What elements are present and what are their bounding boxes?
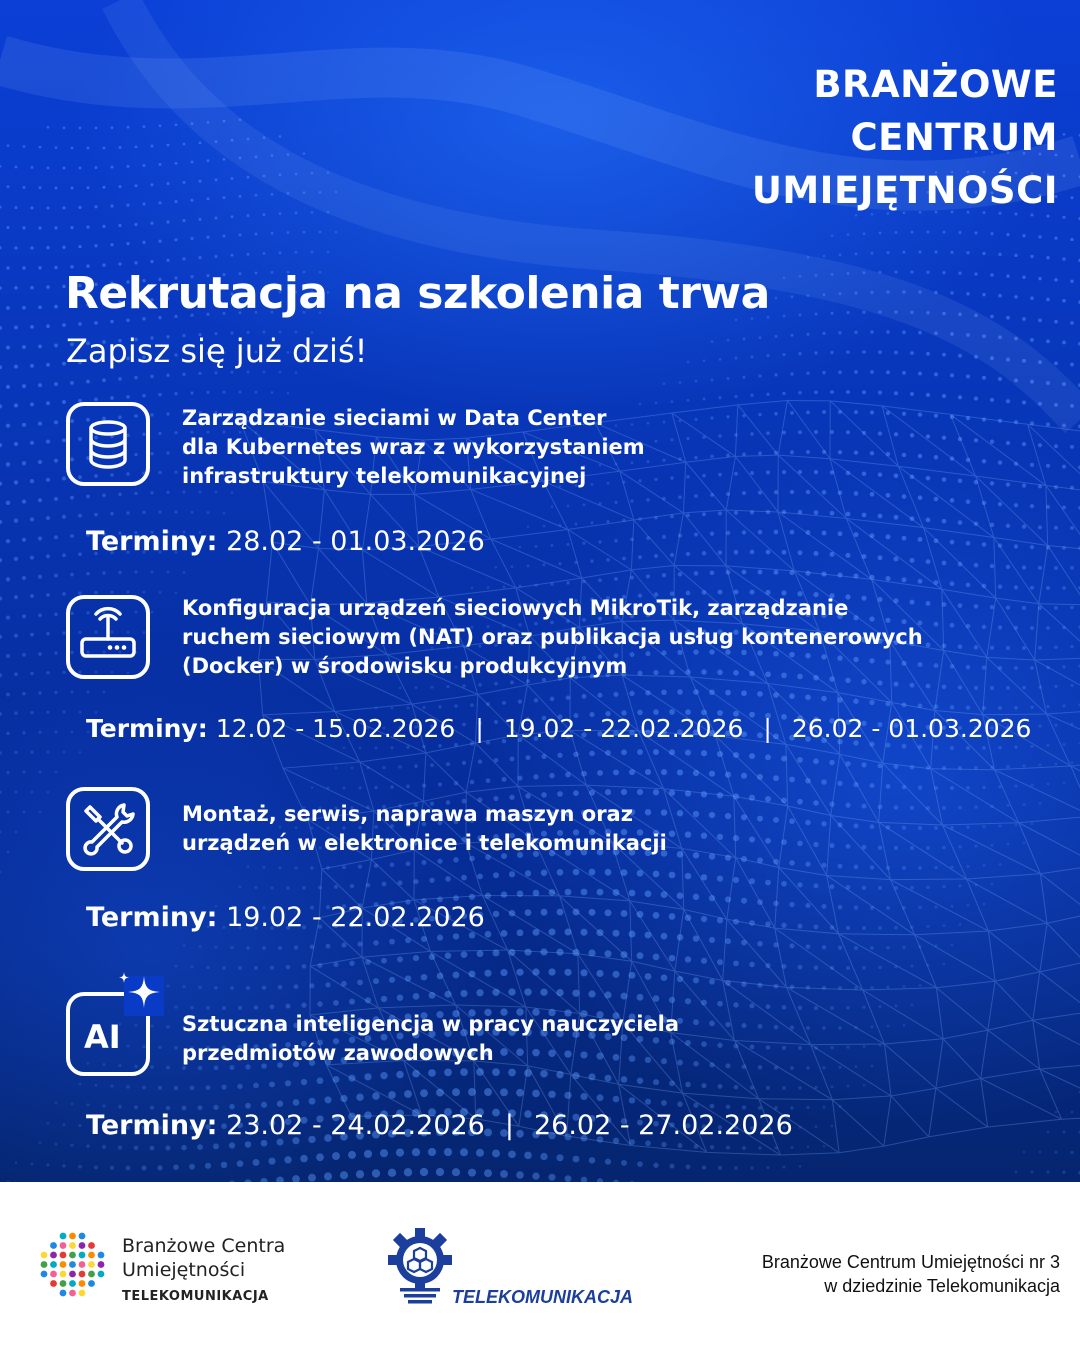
sparkle-icon bbox=[110, 968, 170, 1028]
course-3-terms bbox=[86, 902, 485, 933]
footer-center-name bbox=[762, 1250, 1060, 1298]
terms-label: Terminy: bbox=[86, 1110, 218, 1141]
subheadline: Zapisz się już dziś! bbox=[66, 332, 368, 370]
bcu-logo-line-2: Umiejętności bbox=[122, 1259, 246, 1281]
router-icon bbox=[66, 595, 150, 679]
course-2-title bbox=[182, 594, 923, 681]
ai-icon-label: AI bbox=[84, 1018, 121, 1056]
brand-line-2: CENTRUM bbox=[850, 116, 1058, 159]
course-1-line-3: infrastruktury telekomunikacyjnej bbox=[182, 464, 587, 488]
course-2-terms bbox=[86, 714, 1031, 743]
course-3-line-2: urządzeń w elektronice i telekomunikacji bbox=[182, 831, 667, 855]
brand-line-1: BRANŻOWE bbox=[813, 63, 1058, 106]
telekomunikacja-gear-logo-icon bbox=[384, 1224, 456, 1306]
date-separator: | bbox=[504, 1110, 514, 1141]
bcu-dots-logo-icon bbox=[34, 1228, 110, 1300]
term-date: 26.02 - 01.03.2026 bbox=[791, 714, 1032, 743]
term-date: 28.02 - 01.03.2026 bbox=[226, 526, 485, 557]
course-3-line-1: Montaż, serwis, naprawa maszyn oraz bbox=[182, 802, 633, 826]
course-4-terms bbox=[86, 1110, 793, 1141]
course-4-line-2: przedmiotów zawodowych bbox=[182, 1041, 494, 1065]
bcu-logo-line-3: TELEKOMUNIKACJA bbox=[122, 1289, 269, 1304]
course-1-line-2: dla Kubernetes wraz z wykorzystaniem bbox=[182, 435, 645, 459]
brand-line-3: UMIEJĘTNOŚCI bbox=[751, 169, 1058, 212]
course-1-title bbox=[182, 404, 645, 491]
telekomunikacja-logo-text: TELEKOMUNIKACJA bbox=[452, 1287, 634, 1307]
term-date: 19.02 - 22.02.2026 bbox=[226, 902, 485, 933]
terms-label: Terminy: bbox=[86, 526, 218, 557]
course-2-line-2: ruchem sieciowym (NAT) oraz publikacja usług kontenerowych bbox=[182, 625, 923, 649]
course-4-line-1: Sztuczna inteligencja w pracy nauczyciela bbox=[182, 1012, 680, 1036]
term-date: 23.02 - 24.02.2026 bbox=[226, 1110, 485, 1141]
course-4-title bbox=[182, 1010, 679, 1068]
term-date: 19.02 - 22.02.2026 bbox=[503, 714, 744, 743]
date-separator: | bbox=[763, 714, 772, 743]
terms-label: Terminy: bbox=[86, 902, 218, 933]
term-date: 12.02 - 15.02.2026 bbox=[215, 714, 456, 743]
footer-right-line-2: w dziedzinie Telekomunikacja bbox=[824, 1276, 1060, 1296]
course-2-line-1: Konfiguracja urządzeń sieciowych MikroTik, zarządzanie bbox=[182, 596, 849, 620]
bcu-logo-line-1: Branżowe Centra bbox=[122, 1235, 286, 1257]
bcu-logo-text bbox=[122, 1234, 285, 1309]
headline: Rekrutacja na szkolenia trwa bbox=[65, 268, 770, 319]
database-icon bbox=[66, 402, 150, 486]
date-separator: | bbox=[475, 714, 484, 743]
course-1-terms bbox=[86, 526, 485, 557]
footer-right-line-1: Branżowe Centrum Umiejętności nr 3 bbox=[761, 1252, 1060, 1272]
term-date: 26.02 - 27.02.2026 bbox=[533, 1110, 793, 1141]
tools-icon bbox=[66, 787, 150, 871]
course-2-line-3: (Docker) w środowisku produkcyjnym bbox=[182, 654, 628, 678]
brand-title bbox=[752, 58, 1058, 217]
terms-label: Terminy: bbox=[86, 714, 208, 743]
course-1-line-1: Zarządzanie sieciami w Data Center bbox=[182, 406, 607, 430]
course-3-title bbox=[182, 800, 667, 858]
